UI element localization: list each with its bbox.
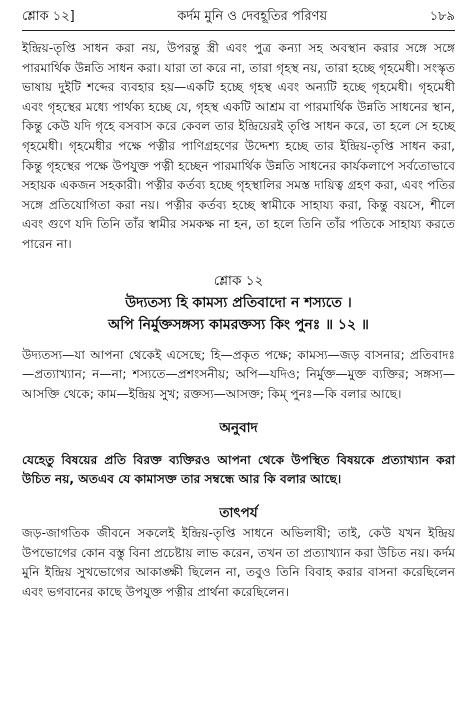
purport-continued-paragraph: ইন্দ্রিয়-তৃপ্তি সাধন করা নয়, উপরন্তু স্ত্রী এবং পুত্র কন্যা সহ অবস্থান করার সঙ্গে সঙ্গে পারমার্থিক উন্নতি সাধন করা। যারা তা করে না, তারা গৃহস্থ নয়, তারা হচ্ছে গৃহমেধী। সংস্কৃত ভাষায় দুইটি শব্দের ব্যবহার হয়—একটি হচ্ছে গৃহস্থ এবং অন্যটি হচ্ছে গৃহমেধী। গৃহমেধী এবং গৃহস্থের মধ্যে পার্থক্য হচ্ছে যে, গৃহস্থ একটি আশ্রম বা পারমার্থিক উন্নতি সাধনের স্থান, কিন্তু কেউ যদি গৃহে বসবাস করে কেবল তার ইন্দ্রিয়েরই তৃপ্তি সাধন করে, তা হলে সে হচ্ছে গৃহমেধী। গৃহমেধীর পক্ষে পত্নীর পাণিগ্রহণের উদ্দেশ্য হচ্ছে তার ইন্দ্রিয়-তৃপ্তি সাধন করা, কিন্তু গৃহস্থের পক্ষে উপযুক্ত পত্নী হচ্ছেন পারমার্থিক উন্নতি সাধনের কার্যকলাপে সর্বতোভাবে সহায়ক একজন সহকারী। পত্নীর কর্তব্য হচ্ছে গৃহস্থালির সমস্ত দায়িত্ব গ্রহণ করা, এবং পতির সঙ্গে প্রতিযোগিতা করা নয়। পত্নীর কর্তব্য হচ্ছে স্বামীকে সাহায্য করা, কিন্তু বয়সে, শীলে এবং গুণে যদি তিনি তাঁর স্বামীর সমকক্ষ না হন, তা হলে তিনি তাঁর পতিকে সাহায্য করতে পারেন না। <box>22 41 455 251</box>
running-header <box>22 8 455 31</box>
verse-title: শ্লোক ১২ <box>213 272 264 289</box>
word-for-word-synonyms: উদ্যতস্য—যা আপনা থেকেই এসেছে; হি—প্রকৃত পক্ষে; কামস্য—জড় বাসনার; প্রতিবাদঃ—প্রত্যাখ্যান; ন—না; শস্যতে—প্রশংসনীয়; অপি—যদিও; নির্মুক্ত—মুক্ত ব্যক্তির; সঙ্গস্য—আসক্তি থেকে; কাম—ইন্দ্রিয় সুখ; রক্তস্য—আসক্ত; কিম্ পুনঃ—কি বলার আছে। <box>22 347 455 401</box>
header-chapter-title: কর্দম মুনি ও দেবহূতির পরিণয় <box>177 9 328 24</box>
translation-heading: অনুবাদ <box>219 419 258 436</box>
page-number: ১৮৯ <box>429 9 455 24</box>
book-page <box>22 8 455 602</box>
purport-heading: তাৎপর্য <box>219 505 258 522</box>
purport-text: জড়-জাগতিক জীবনে সকলেই ইন্দ্রিয়-তৃপ্তি সাধনে অভিলাষী; তাই, কেউ যখন ইন্দ্রিয় উপভোগের কোন বস্তু বিনা প্রচেষ্টায় লাভ করেন, তখন তা প্রত্যাখ্যান করা উচিত নয়। কর্দম মুনি ইন্দ্রিয় সুখভোগের আকাঙ্ক্ষী ছিলেন না, তবুও তিনি বিবাহ করার বাসনা করেছিলেন এবং ভগবানের কাছে উপযুক্ত পত্নীর প্রার্থনা করেছিলেন। <box>22 526 455 599</box>
translation-text: যেহেতু বিষয়ের প্রতি বিরক্ত ব্যক্তিরও আপনা থেকে উপস্থিত বিষয়কে প্রত্যাখ্যান করা উচিত নয়, অতএব যে কামাসক্ত তার সম্বন্ধে আর কি বলার আছে। <box>22 452 455 487</box>
verse-line-2: অপি নির্মুক্তসঙ্গস্য কামরক্তস্য কিং পুনঃ ॥ ১২ ॥ <box>108 316 369 333</box>
verse-line-1: উদ্যতস্য হি কামস্য প্রতিবাদো ন শস্যতে । <box>125 294 352 311</box>
header-verse-ref: শ্লোক ১২] <box>22 9 75 24</box>
